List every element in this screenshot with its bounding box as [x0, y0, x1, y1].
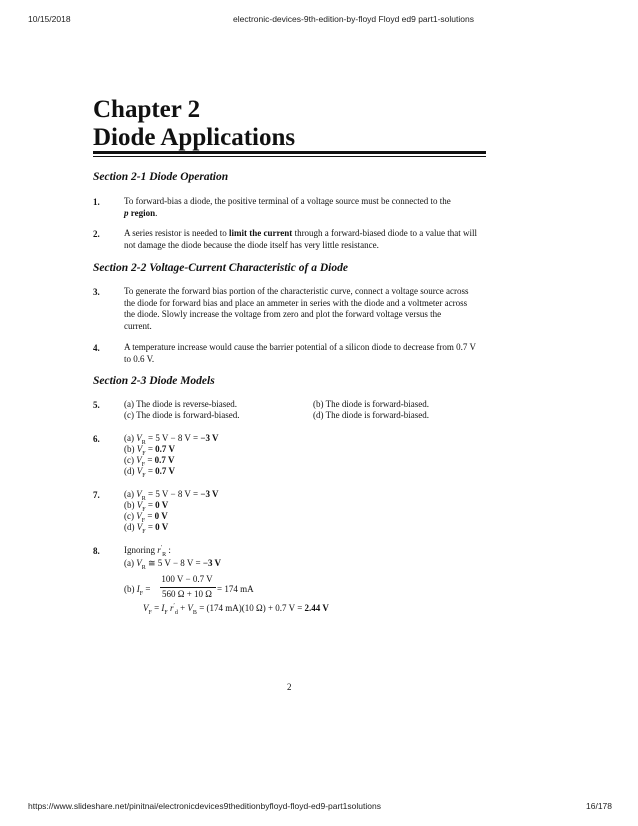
problem-5-number: 5. [93, 400, 100, 410]
problem-5-c: (c) The diode is forward-biased. [124, 410, 240, 420]
problem-8-vf-equation: $V_F = I_F$ $r'_d + V_B = (174$ mA)(10 Ω) + 0.7 V = 2.44 V [143, 603, 329, 616]
problem-7-c: (c) $V_F = 0$ V [124, 511, 168, 524]
title-rule-thin [93, 156, 486, 157]
problem-8-b-result: = 174 mA [217, 584, 254, 594]
document-title: electronic-devices-9th-edition-by-floyd Floyd ed9 part1-solutions [233, 14, 474, 24]
fraction-denominator: 560 Ω + 10 Ω [162, 589, 212, 599]
problem-5-a: (a) The diode is reverse-biased. [124, 399, 238, 409]
problem-1-text: To forward-bias a diode, the positive terminal of a voltage source must be connected to the p region. [124, 196, 451, 218]
problem-8-ignoring: Ignoring $r'_R$ : [124, 545, 171, 558]
problem-7-d: (d) $V_F = 0$ V [124, 522, 169, 535]
problem-7-number: 7. [93, 490, 100, 500]
problem-2-number: 2. [93, 229, 100, 239]
problem-7-b: (b) $V_F = 0$ V [124, 500, 169, 513]
problem-5-b: (b) The diode is forward-biased. [313, 399, 430, 409]
problem-3-number: 3. [93, 287, 100, 297]
section-2-1-heading: Section 2-1 Diode Operation [93, 171, 229, 183]
fraction-numerator: 100 V − 0.7 V [161, 574, 213, 584]
title-rule-thick [93, 151, 486, 154]
problem-8-number: 8. [93, 546, 100, 556]
footer-url: https://www.slideshare.net/pinitnai/electronicdevices9theditionbyfloyd-floyd-ed9-part1solutions [28, 801, 381, 811]
problem-6-d: (d) $V_F = 0.7$ V [124, 466, 176, 479]
problem-6-a: (a) $V_R = 5$ V − 8 V = −3 V [124, 433, 219, 446]
print-date: 10/15/2018 [28, 14, 71, 24]
problem-2-text: A series resistor is needed to limit the current through a forward-biased diode to a value that will not damage the diode because the diode itself has very little resistance. [124, 228, 478, 250]
problem-8-b-label: (b) $I_F$ = [124, 584, 151, 597]
problem-7-a: (a) $V_R = 5$ V − 8 V = −3 V [124, 489, 219, 502]
problem-4-text: A temperature increase would cause the barrier potential of a silicon diode to decrease from 0.7 V to 0.6 V. [124, 342, 476, 364]
page-number: 2 [287, 682, 292, 692]
chapter-title: Diode Applications [93, 124, 296, 151]
fraction-bar [160, 587, 216, 588]
problem-6-b: (b) $V_F = 0.7$ V [124, 444, 176, 457]
footer-page-count: 16/178 [586, 801, 612, 811]
problem-6-c: (c) $V_F = 0.7$ V [124, 455, 175, 468]
problem-8-a: (a) $V_R$ ≅ 5 V − 8 V = −3 V [124, 558, 222, 571]
problem-4-number: 4. [93, 343, 100, 353]
chapter-number: Chapter 2 [93, 96, 201, 123]
section-2-2-heading: Section 2-2 Voltage-Current Characteristic of a Diode [93, 262, 348, 274]
problem-3-text: To generate the forward bias portion of the characteristic curve, connect a voltage source across the diode for forward bias and place an ammeter in series with the diode and a voltmeter across the diode. Slowly increase the voltage from zero and plot the forward voltage versus the current. [124, 286, 469, 331]
problem-6-number: 6. [93, 434, 100, 444]
problem-5-d: (d) The diode is forward-biased. [313, 410, 430, 420]
section-2-3-heading: Section 2-3 Diode Models [93, 375, 215, 387]
problem-1-number: 1. [93, 197, 100, 207]
